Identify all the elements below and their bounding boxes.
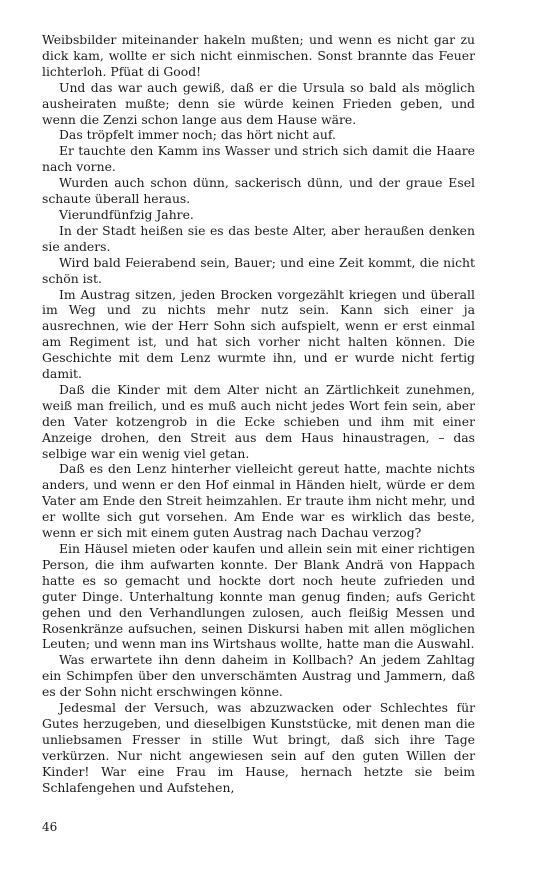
paragraph: Wurden auch schon dünn, sackerisch dünn, und der graue Esel schaute überall heraus. xyxy=(42,175,475,207)
paragraph: Er tauchte den Kamm ins Wasser und strich sich damit die Haare nach vorne. xyxy=(42,143,475,175)
body-text xyxy=(42,32,475,796)
paragraph: Ein Häusel mieten oder kaufen und allein sein mit einer richtigen Person, die ihm aufwarten konnte. Der Blank Andrä von Happach hatte es so gemacht und hockte dort noch heute zufrieden und guter Dinge. Unterhaltung konnte man genug finden; aufs Gericht gehen und den Verhandlungen zulosen, auch fleißig Messen und Rosenkränze aufsuchen, seinen Diskursi haben mit allen möglichen Leuten; und wenn man ins Wirtshaus wollte, hatte man die Auswahl. xyxy=(42,541,475,652)
paragraph: Im Austrag sitzen, jeden Brocken vorgezählt kriegen und überall im Weg und zu nichts mehr nutz sein. Kann sich einer ja ausrechnen, wie der Herr Sohn sich aufspielt, wenn er erst einmal am Regiment ist, und hat sich vorher nicht halten können. Die Geschichte mit dem Lenz wurmte ihn, und er wurde nicht fertig damit. xyxy=(42,286,475,382)
paragraph: Vierundfünfzig Jahre. xyxy=(59,206,194,222)
paragraph: In der Stadt heißen sie es das beste Alter, aber heraußen denken sie anders. xyxy=(42,222,475,254)
paragraph: Jedesmal der Versuch, was abzuzwacken oder Schlechtes für Gutes herzugeben, und dieselbigen Kunststücke, mit denen man die unliebsamen Fresser in stille Wut bringt, daß sich ihre Tage verkürzen. Nur nicht angewiesen sein auf den guten Willen der Kinder! War eine Frau im Hause, hernach hetzte sie beim Schlafengehen und Aufstehen, xyxy=(42,700,475,795)
paragraph: Wird bald Feierabend sein, Bauer; und eine Zeit kommt, die nicht schön ist. xyxy=(42,254,475,286)
paragraph: Daß es den Lenz hinterher vielleicht gereut hatte, machte nichts anders, und wenn er den Hof einmal in Händen hielt, würde er dem Vater am Ende den Streit heimzahlen. Er traute ihm nicht mehr, und er wollte sich gut vorsehen. Am Ende war es wirklich das beste, wenn er sich mit einem guten Austrag nach Dachau verzog? xyxy=(42,461,475,541)
paragraph: Was erwartete ihn denn daheim in Kollbach? An jedem Zahltag ein Schimpfen über den unverschämten Austrag und Jammern, daß es der Sohn nicht erschwingen könne. xyxy=(42,652,475,700)
paragraph: Daß die Kinder mit dem Alter nicht an Zärtlichkeit zunehmen, weiß man freilich, und es muß auch nicht jedes Wort fein sein, aber den Vater kotzengrob in die Ecke schieben und ihm mit einer Anzeige drohen, den Streit aus dem Haus hinaustragen, – das selbige war ein wenig viel getan. xyxy=(42,381,475,461)
page-number: 46 xyxy=(42,820,58,834)
paragraph: Das tröpfelt immer noch; das hört nicht auf. xyxy=(59,127,336,143)
paragraph: Und das war auch gewiß, daß er die Ursula so bald als möglich ausheiraten mußte; denn sie würde keinen Frieden geben, und wenn die Zenzi schon lange aus dem Hause wäre. xyxy=(42,79,475,127)
paragraph: Weibsbilder miteinander hakeln mußten; und wenn es nicht gar zu dick kam, wollte er sich nicht einmischen. Sonst brannte das Feuer lichterloh. Pfüat di Good! xyxy=(42,32,475,79)
